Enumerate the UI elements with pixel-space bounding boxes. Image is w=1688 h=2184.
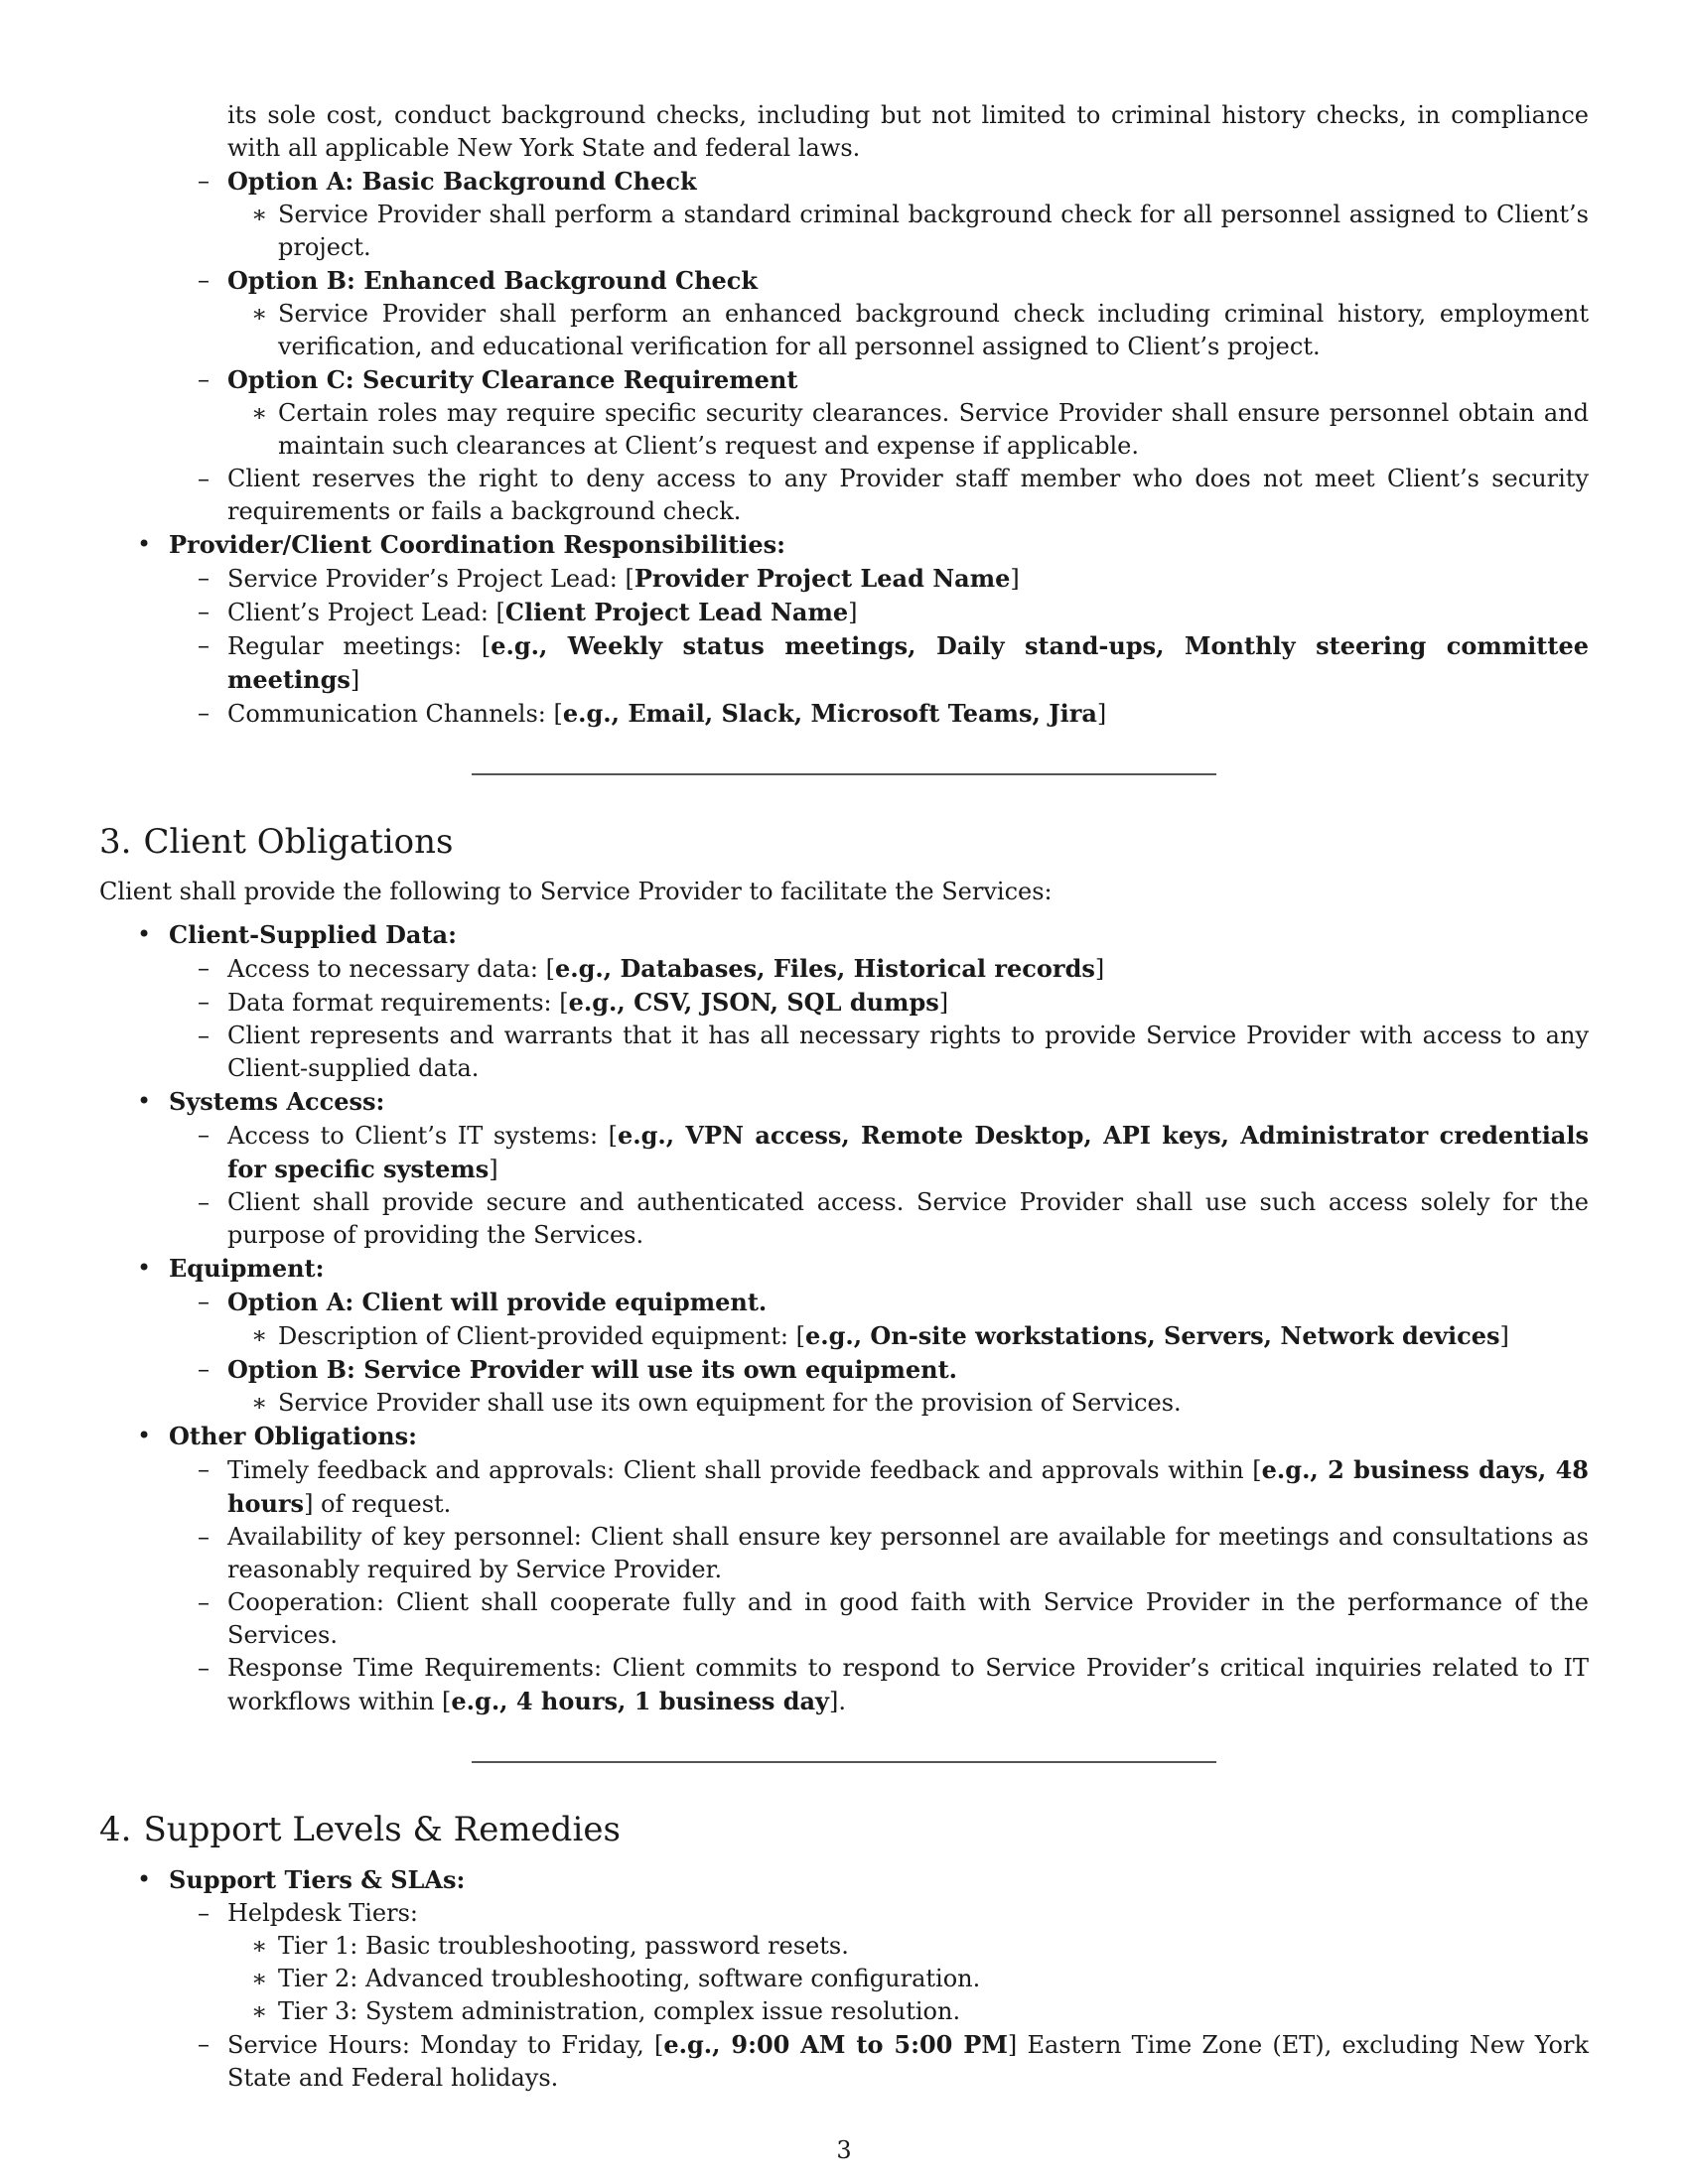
option-a-detail: ∗ Service Provider shall perform a standard criminal background check for all personnel assigned to Client’s project. xyxy=(251,201,1589,261)
service-hours-item: – Service Hours: Monday to Friday, [e.g., 9:00 AM to 5:00 PM] Eastern Time Zone (ET), excluding New York State and Federal holidays. xyxy=(198,2030,1590,2092)
coordination-item: – Client’s Project Lead: [Client Project Lead Name] xyxy=(198,598,858,626)
feedback-item: – Timely feedback and approvals: Client shall provide feedback and approvals within [e.g., 2 business days, 48 hours] of request. xyxy=(198,1455,1590,1518)
option-b-item: – Option B: Enhanced Background Check xyxy=(198,266,759,295)
background-check-continuation: its sole cost, conduct background checks, including but not limited to criminal history checks, in compliance with all applicable New York State and federal laws. xyxy=(227,101,1589,162)
equipment-option-a: – Option A: Client will provide equipment. xyxy=(198,1288,768,1316)
background-options-list xyxy=(99,165,1589,528)
systems-access-item: – Client shall provide secure and authenticated access. Service Provider shall use such access solely for the purpose of providing the Services. xyxy=(198,1188,1589,1249)
option-a-item: – Option A: Basic Background Check xyxy=(198,167,697,196)
client-data-heading: • Client-Supplied Data: xyxy=(137,920,457,949)
coordination-heading: • Provider/Client Coordination Responsibilities: xyxy=(137,530,785,559)
option-c-item: – Option C: Security Clearance Requirement xyxy=(198,365,798,394)
section-divider xyxy=(472,773,1216,775)
helpdesk-tiers-item: – Helpdesk Tiers: xyxy=(198,1899,418,1927)
availability-item: – Availability of key personnel: Client shall ensure key personnel are available for meetings and consultations as reasonably required by Service Provider. xyxy=(198,1523,1589,1583)
deny-access-item: – Client reserves the right to deny access to any Provider staff member who does not meet Client’s security requirements or fails a background check. xyxy=(198,465,1589,525)
section-4-heading: 4. Support Levels & Remedies xyxy=(99,1810,621,1849)
coordination-item: – Regular meetings: [e.g., Weekly status meetings, Daily stand-ups, Monthly steering committee meetings] xyxy=(198,631,1589,694)
tier-item: ∗ Tier 3: System administration, complex issue resolution. xyxy=(251,1997,961,2025)
client-obligations-list xyxy=(99,918,1589,1718)
section-3-intro: Client shall provide the following to Service Provider to facilitate the Services: xyxy=(99,878,1053,905)
option-c-detail: ∗ Certain roles may require specific security clearances. Service Provider shall ensure personnel obtain and maintain such clearances at Client’s request and expense if applicable. xyxy=(251,399,1589,460)
client-data-item: – Data format requirements: [e.g., CSV, JSON, SQL dumps] xyxy=(198,988,949,1017)
option-b-detail: ∗ Service Provider shall perform an enhanced background check including criminal history, employment verification, and educational verification for all personnel assigned to Client’s project. xyxy=(251,300,1589,360)
systems-access-item: – Access to Client’s IT systems: [e.g., VPN access, Remote Desktop, API keys, Administrator credentials for specific systems] xyxy=(198,1121,1589,1183)
support-tiers-heading: • Support Tiers & SLAs: xyxy=(137,1865,466,1894)
equipment-option-a-detail: ∗ Description of Client-provided equipment: [e.g., On-site workstations, Servers, Network devices] xyxy=(251,1321,1509,1350)
page-number: 3 xyxy=(836,2136,852,2164)
client-data-item: – Access to necessary data: [e.g., Databases, Files, Historical records] xyxy=(198,954,1105,983)
equipment-option-b-detail: ∗ Service Provider shall use its own equipment for the provision of Services. xyxy=(251,1389,1182,1417)
other-obligations-heading: • Other Obligations: xyxy=(137,1422,417,1450)
tier-item: ∗ Tier 2: Advanced troubleshooting, software configuration. xyxy=(251,1965,981,1992)
coordination-item: – Service Provider’s Project Lead: [Provider Project Lead Name] xyxy=(198,564,1020,593)
systems-access-heading: • Systems Access: xyxy=(137,1087,385,1116)
coordination-list xyxy=(99,528,1589,731)
equipment-option-b: – Option B: Service Provider will use its own equipment. xyxy=(198,1355,958,1384)
client-data-warranty: – Client represents and warrants that it has all necessary rights to provide Service Provider with access to any Client-supplied data. xyxy=(198,1022,1589,1082)
document-page xyxy=(99,99,1589,2095)
equipment-heading: • Equipment: xyxy=(137,1254,325,1283)
section-3-heading: 3. Client Obligations xyxy=(99,822,454,862)
coordination-item: – Communication Channels: [e.g., Email, Slack, Microsoft Teams, Jira] xyxy=(198,699,1107,728)
section-divider xyxy=(472,1761,1216,1763)
support-levels-list xyxy=(99,1863,1589,2095)
cooperation-item: – Cooperation: Client shall cooperate fully and in good faith with Service Provider in the performance of the Services. xyxy=(198,1588,1589,1649)
response-time-item: – Response Time Requirements: Client commits to respond to Service Provider’s critical inquiries related to IT workflows within [e.g., 4 hours, 1 business day]. xyxy=(198,1654,1589,1715)
tier-item: ∗ Tier 1: Basic troubleshooting, password resets. xyxy=(251,1932,849,1960)
